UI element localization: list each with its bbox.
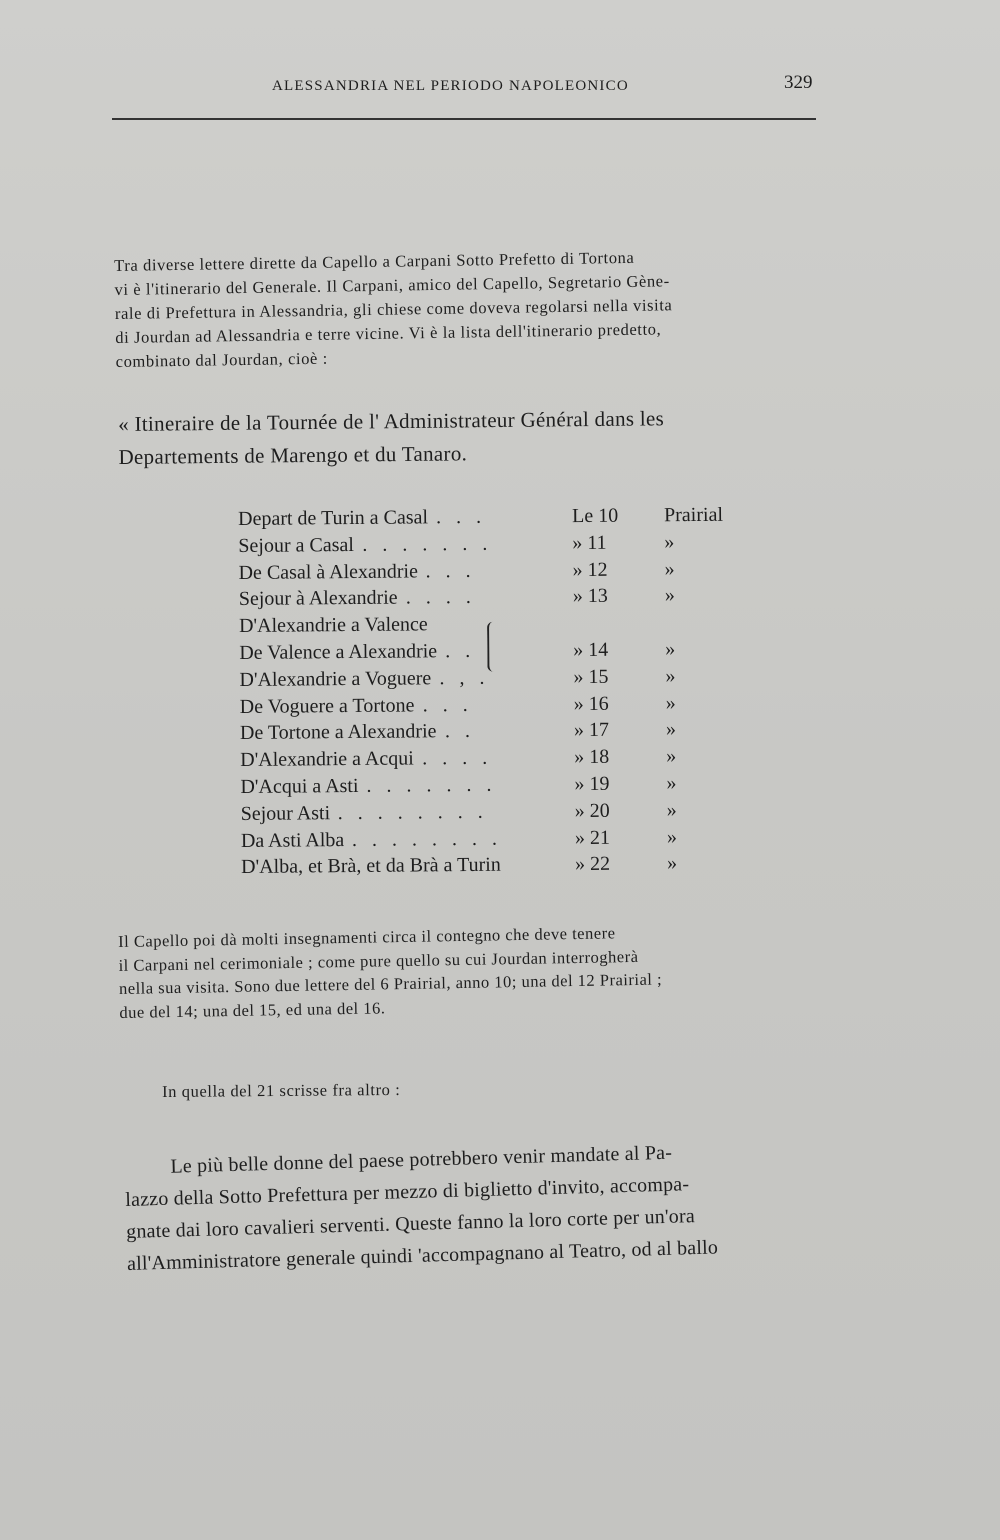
itinerary-row bbox=[239, 584, 719, 615]
itinerary-table bbox=[238, 503, 724, 883]
itinerary-row bbox=[239, 611, 719, 642]
letter-excerpt bbox=[124, 1132, 837, 1280]
itinerary-row bbox=[238, 531, 718, 562]
itinerary-route: Depart de Turin a Casal bbox=[238, 506, 429, 530]
itinerary-month: » bbox=[666, 825, 677, 848]
itinerary-row bbox=[239, 665, 719, 696]
intro-line: vi è l'itinerario del Generale. Il Carpani, amico del Capello, Segretario Gène- bbox=[114, 271, 670, 299]
itinerary-day: » 22 bbox=[575, 853, 611, 876]
itinerary-heading bbox=[118, 401, 829, 474]
itinerary-row bbox=[240, 772, 720, 803]
itinerary-leader-dots: . . . bbox=[435, 505, 487, 529]
itinerary-route: D'Acqui a Asti bbox=[240, 774, 359, 798]
itinerary-leader-dots: . . bbox=[444, 720, 476, 743]
excerpt-intro: In quella del 21 scrisse fra altro : bbox=[162, 1079, 401, 1101]
commentary-line: Il Capello poi dà molti insegnamenti circa il contegno che deve tenere bbox=[118, 923, 616, 951]
itinerary-row bbox=[240, 718, 720, 749]
itinerary-route: De Valence a Alexandrie bbox=[239, 640, 438, 664]
itinerary-month: » bbox=[664, 530, 675, 554]
itinerary-row bbox=[240, 745, 720, 776]
itinerary-leader-dots: . . . . bbox=[422, 746, 493, 770]
itinerary-month: » bbox=[665, 638, 676, 661]
itinerary-leader-dots: . , . bbox=[439, 666, 490, 690]
itinerary-month: » bbox=[666, 798, 677, 822]
itinerary-day: » 21 bbox=[574, 826, 610, 849]
excerpt-line: Le più belle donne del paese potrebbero venir mandate al Pa- bbox=[170, 1141, 673, 1178]
excerpt-line: lazzo della Sotto Prefettura per mezzo di biglietto d'invito, accompa- bbox=[125, 1173, 690, 1211]
intro-line: Tra diverse lettere dirette da Capello a Carpani Sotto Prefetto di Tortona bbox=[114, 247, 635, 275]
excerpt-line: all'Amministratore generale quindi 'accompagnano al Teatro, od al ballo bbox=[126, 1236, 719, 1275]
intro-line: di Jourdan ad Alessandria e terre vicine. Vi è la lista dell'itinerario predetto, bbox=[115, 319, 662, 347]
itinerary-route: De Voguere a Tortone bbox=[239, 694, 415, 718]
itinerary-row bbox=[238, 503, 724, 535]
itinerary-route: Da Asti Alba bbox=[240, 828, 345, 852]
header-rule bbox=[112, 118, 816, 120]
itinerary-leader-dots: . . . . bbox=[405, 586, 476, 609]
itinerary-row bbox=[241, 852, 721, 883]
itinerary-day: » 14 bbox=[573, 638, 609, 662]
itinerary-route: D'Alexandrie a Valence bbox=[238, 613, 428, 638]
running-title: ALESSANDRIA NEL PERIODO NAPOLEONICO bbox=[272, 78, 629, 94]
commentary-line: il Carpani nel cerimoniale ; come pure quello su cui Jourdan interrogherà bbox=[118, 946, 639, 975]
intro-line: combinato dal Jourdan, cioè : bbox=[115, 348, 328, 371]
page-number: 329 bbox=[784, 72, 813, 93]
itinerary-month: Prairial bbox=[663, 503, 724, 527]
itinerary-month: » bbox=[665, 664, 676, 688]
itinerary-day: » 11 bbox=[572, 531, 607, 554]
itinerary-leader-dots: . . . . . . . bbox=[366, 773, 497, 797]
itinerary-leader-dots: . . . bbox=[422, 693, 473, 716]
itinerary-day: » 16 bbox=[573, 692, 609, 715]
itinerary-row bbox=[240, 691, 720, 722]
commentary-line: due del 14; una del 15, ed una del 16. bbox=[119, 997, 386, 1022]
itinerary-route: D'Alexandrie a Acqui bbox=[240, 747, 414, 772]
itinerary-route: De Casal à Alexandrie bbox=[238, 560, 419, 584]
itinerary-leader-dots: . . . bbox=[425, 559, 476, 582]
itinerary-day: » 13 bbox=[572, 585, 608, 608]
itinerary-day: » 17 bbox=[573, 719, 610, 742]
itinerary-leader-dots: . . . . . . . . bbox=[351, 827, 502, 851]
itinerary-row bbox=[238, 557, 718, 588]
excerpt-line: gnate dai loro cavalieri serventi. Queste fanno la loro corte per un'ora bbox=[125, 1205, 696, 1243]
commentary-paragraph bbox=[118, 918, 832, 1024]
itinerary-month: » bbox=[667, 852, 678, 875]
itinerary-route: Sejour à Alexandrie bbox=[238, 587, 398, 611]
itinerary-day: Le 10 bbox=[571, 504, 619, 528]
intro-line: rale di Prefettura in Alessandria, gli chiese come doveva regolarsi nella visita bbox=[114, 295, 673, 323]
itinerary-month: » bbox=[664, 584, 675, 607]
itinerary-route: D'Alexandrie a Voguere bbox=[239, 667, 432, 691]
commentary-line: nella sua visita. Sono due lettere del 6 Prairial, anno 10; una del 12 Prairial ; bbox=[118, 969, 663, 998]
itinerary-heading-line: « Itineraire de la Tournée de l' Administrateur Général dans les bbox=[118, 406, 665, 436]
itinerary-route: Sejour Asti bbox=[240, 801, 331, 825]
itinerary-row bbox=[241, 799, 721, 830]
itinerary-month: » bbox=[665, 691, 676, 714]
itinerary-day: » 12 bbox=[572, 558, 608, 581]
itinerary-leader-dots: . . bbox=[445, 639, 476, 663]
intro-paragraph bbox=[114, 243, 826, 374]
itinerary-leader-dots: . . . . . . . bbox=[362, 532, 493, 556]
itinerary-day: » 18 bbox=[574, 745, 610, 769]
itinerary-row bbox=[241, 825, 721, 856]
itinerary-day: » 20 bbox=[574, 799, 610, 822]
itinerary-heading-line: Departements de Marengo et du Tanaro. bbox=[118, 441, 468, 469]
itinerary-route: D'Alba, et Brà, et da Brà a Turin bbox=[241, 854, 501, 879]
itinerary-month: » bbox=[666, 745, 677, 768]
itinerary-route: De Tortone a Alexandrie bbox=[239, 720, 437, 745]
itinerary-route: Sejour a Casal bbox=[238, 533, 354, 557]
itinerary-row bbox=[239, 638, 719, 669]
itinerary-month: » bbox=[665, 718, 677, 741]
itinerary-month: » bbox=[664, 557, 675, 580]
itinerary-leader-dots: . . . . . . . . bbox=[337, 800, 488, 824]
itinerary-day: » 15 bbox=[573, 665, 609, 688]
itinerary-month: » bbox=[666, 772, 677, 795]
itinerary-day: » 19 bbox=[574, 772, 610, 796]
